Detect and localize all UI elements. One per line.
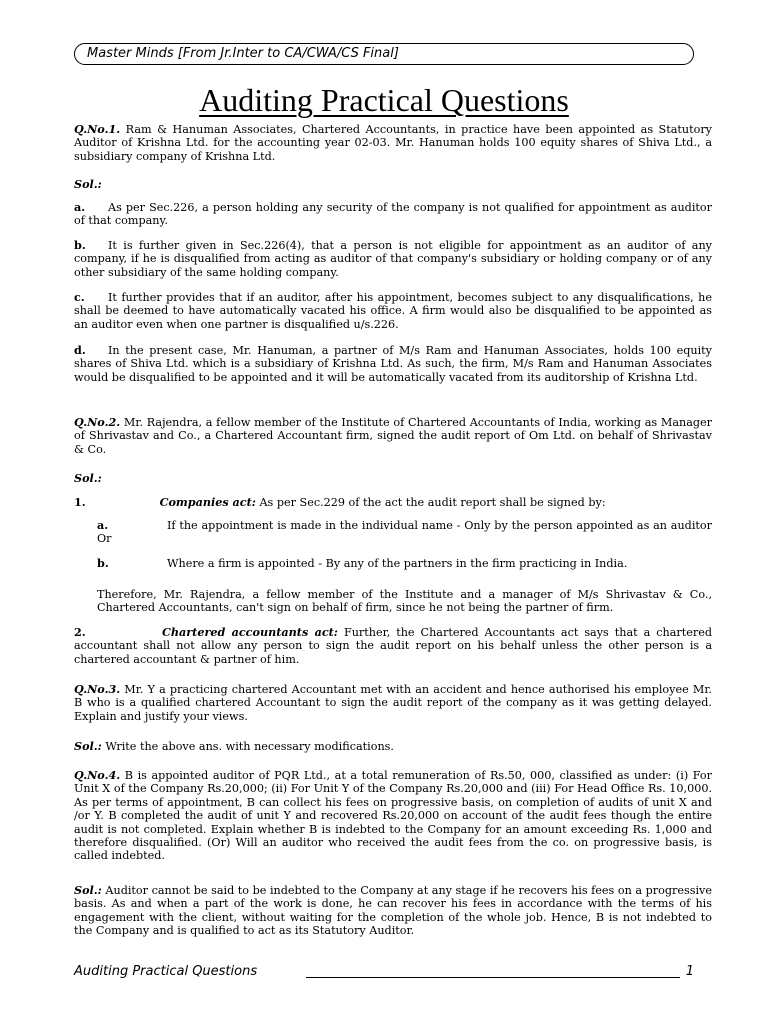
point-text: It further provides that if an auditor, after his appointment, becomes subject to any disqualifications, he shall be deemed to have automatically vacated his office. A firm would also be disqualified to be appointed as an auditor even when one partner is disqualified u/s.226.: [74, 291, 712, 331]
question-1-label: Q.No.1.: [74, 122, 121, 136]
question-4-text: B is appointed auditor of PQR Ltd., at a total remuneration of Rs.50, 000, classified as under: (i) For Unit X of the Company Rs.20,000; (ii) For Unit Y of the Company Rs.20,000 and (iii) For Head Office Rs. 10,000. As per terms of appointment, B can collect his fees on progressive basis, on completion of audits of unit X and /or Y. B completed the audit of unit Y and recovered Rs.20,000 on account of the audit fees though the entire audit is not completed. Explain whether B is indebted to the Company for an amount exceeding Rs. 1,000 and therefore disqualified. (Or) Will an auditor who received the audit fees from the co. on progressive basis, is called indebted.: [74, 769, 713, 863]
solution-2-point-1: [74, 496, 712, 509]
solution-3-text: Write the above ans. with necessary modifications.: [105, 740, 394, 753]
subpoint-marker: b.: [97, 556, 109, 570]
point-marker: b.: [74, 238, 86, 252]
point-marker: 2.: [74, 625, 86, 639]
solution-4-label: Sol.:: [74, 883, 102, 897]
running-header-text: Master Minds [From Jr.Inter to CA/CWA/CS Final]: [87, 46, 399, 61]
question-3-label: Q.No.3.: [74, 682, 121, 696]
subpoint-marker: a.: [97, 518, 109, 532]
solution-3-label: Sol.:: [74, 739, 102, 753]
question-1: [74, 123, 712, 163]
point-marker: 1.: [74, 495, 86, 509]
running-footer: [74, 962, 694, 982]
solution-1-point-b: [74, 239, 712, 279]
question-2-label: Q.No.2.: [74, 415, 121, 429]
solution-2-subpoint-a: [97, 519, 712, 546]
point-heading: Companies act:: [159, 495, 256, 509]
subpoint-text: If the appointment is made in the individual name - Only by the person appointed as an auditor Or: [97, 519, 712, 546]
point-text: As per Sec.229 of the act the audit report shall be signed by:: [259, 496, 606, 509]
point-marker: a.: [74, 200, 86, 214]
point-text: Further, the Chartered Accountants act says that a chartered accountant shall not allow any person to sign the audit report on his behalf unless the other person is a chartered accountant & partner of him.: [74, 626, 713, 666]
solution-1-label: Sol.:: [74, 177, 102, 191]
point-text: It is further given in Sec.226(4), that a person is not eligible for appointment as an auditor of any company, if he is disqualified from acting as auditor of that company's subsidiary or holding company or of any other subsidiary of the same holding company.: [74, 239, 712, 279]
solution-2-subpoint-b: [97, 557, 712, 570]
question-4-label: Q.No.4.: [74, 768, 121, 782]
point-heading: Chartered accountants act:: [162, 625, 338, 639]
solution-1-point-c: [74, 291, 712, 331]
solution-4-text: Auditor cannot be said to be indebted to the Company at any stage if he recovers his fees on a progressive basis. As and when a part of the work is done, he can recover his fees in accordance with the terms of his engagement with the client, without waiting for the completion of the whole job. Hence, B is not indebted to the Company and is qualified to act as its Statutory Auditor.: [74, 884, 712, 938]
solution-1-point-d: [74, 344, 712, 384]
question-2: [74, 416, 712, 456]
subpoint-text: Where a firm is appointed - By any of the partners in the firm practicing in India.: [167, 557, 628, 570]
running-header: [74, 43, 694, 65]
page-number: 1: [685, 964, 694, 979]
question-3-text: Mr. Y a practicing chartered Accountant met with an accident and hence authorised his employee Mr. B who is a qualified chartered Accountant to sign the audit report of the company as it was getting delayed. Explain and justify your views.: [74, 683, 712, 723]
point-text: As per Sec.226, a person holding any security of the company is not qualified for appointment as auditor of that company.: [74, 201, 712, 228]
footer-rule: [306, 977, 680, 978]
solution-2-point-2: [74, 626, 712, 666]
solution-1-point-a: [74, 201, 712, 228]
question-2-text: Mr. Rajendra, a fellow member of the Institute of Chartered Accountants of India, working as Manager of Shrivastav and Co., a Chartered Accountant firm, signed the audit report of Om Ltd. on behalf of Shrivastav & Co.: [74, 416, 712, 456]
point-marker: d.: [74, 343, 86, 357]
point-marker: c.: [74, 290, 85, 304]
question-1-text: Ram & Hanuman Associates, Chartered Accountants, in practice have been appointed as Statutory Auditor of Krishna Ltd. for the accounting year 02-03. Mr. Hanuman holds 100 equity shares of Shiva Ltd., a subsidiary company of Krishna Ltd.: [74, 123, 712, 163]
solution-2-label: Sol.:: [74, 471, 102, 485]
solution-2-therefore: Therefore, Mr. Rajendra, a fellow member of the Institute and a manager of M/s Shrivastav & Co., Chartered Accountants, can't sign on behalf of firm, since he not being the partner of firm.: [97, 588, 712, 615]
question-3: [74, 683, 712, 723]
question-4: [74, 769, 712, 863]
solution-3: [74, 740, 712, 753]
point-text: In the present case, Mr. Hanuman, a partner of M/s Ram and Hanuman Associates, holds 100 equity shares of Shiva Ltd. which is a subsidiary of Krishna Ltd. As such, the firm, M/s Ram and Hanuman Associates would be disqualified to be appointed and it will be automatically vacated from its auditorship of Krishna Ltd.: [74, 344, 712, 384]
page-title: Auditing Practical Questions: [199, 82, 569, 118]
solution-4: [74, 884, 712, 938]
footer-title: Auditing Practical Questions: [74, 964, 258, 979]
